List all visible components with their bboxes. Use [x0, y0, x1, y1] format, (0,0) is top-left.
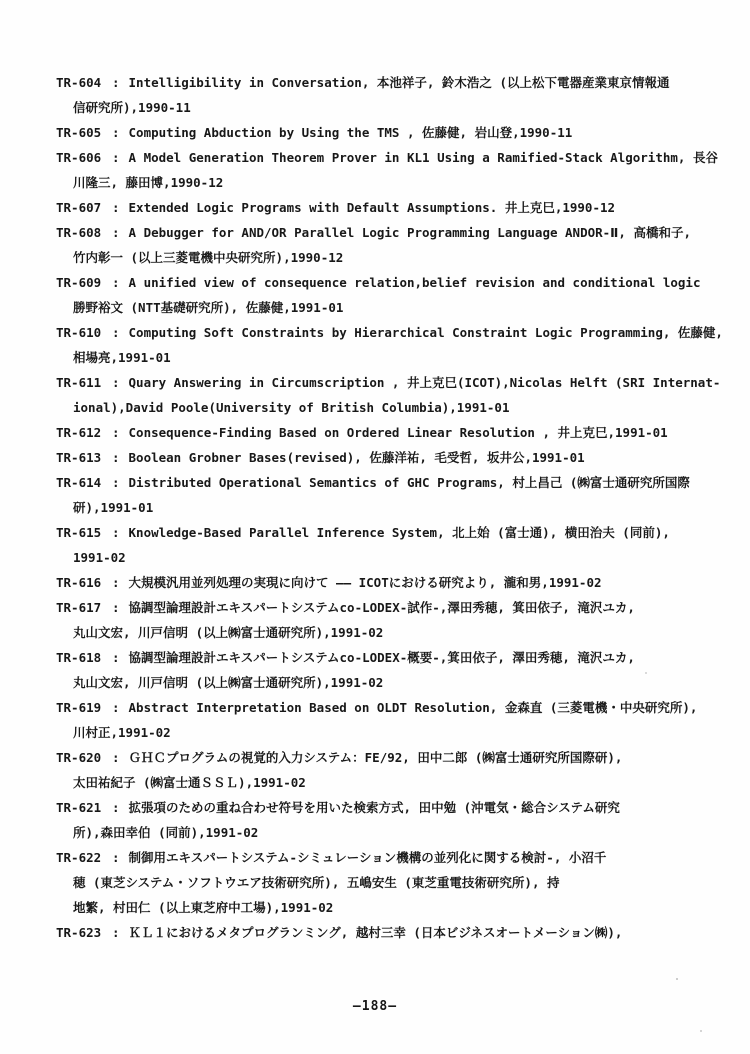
- page-footer: [0, 999, 750, 1014]
- report-entry: [56, 695, 720, 745]
- report-entry: [56, 70, 720, 120]
- report-entry: [56, 520, 720, 570]
- entry-text: 協調型論理設計エキスパートシステムco-LODEX-概要-,箕田依子, 澤田秀穂, 滝沢ユカ,: [128, 650, 635, 665]
- entry-text: Abstract Interpretation Based on OLDT Resolution, 金森直 (三菱電機・中央研究所),: [128, 700, 698, 715]
- id-title-separator: :: [112, 800, 120, 815]
- entry-first-line: [56, 220, 720, 245]
- report-id: TR-614: [56, 475, 102, 490]
- id-title-separator: :: [112, 75, 120, 90]
- id-title-separator: :: [112, 275, 120, 290]
- entry-first-line: [56, 420, 720, 445]
- report-id: TR-621: [56, 800, 102, 815]
- entry-text: Extended Logic Programs with Default Assumptions. 井上克巳,1990-12: [128, 200, 616, 215]
- entry-first-line: [56, 570, 720, 595]
- report-entry: [56, 595, 720, 645]
- entry-text: Boolean Grobner Bases(revised), 佐藤洋祐, 毛受哲, 坂井公,1991-01: [128, 450, 585, 465]
- entry-first-line: [56, 645, 720, 670]
- report-entry: [56, 320, 723, 370]
- entry-text: ＫＬ１におけるメタプログランミング, 越村三幸 (日本ビジネスオートメーション㈱),: [128, 925, 623, 940]
- entry-text: Computing Soft Constraints by Hierarchical Constraint Logic Programming, 佐藤健,: [128, 325, 723, 340]
- entry-text: A unified view of consequence relation,belief revision and conditional logic: [128, 275, 701, 290]
- report-entry: [56, 145, 720, 195]
- scan-speck: [645, 672, 647, 674]
- report-id: TR-617: [56, 600, 102, 615]
- id-title-separator: :: [112, 125, 120, 140]
- entry-continuation-line: 川村正,1991-02: [73, 725, 171, 740]
- entry-first-line: [56, 695, 720, 720]
- report-id: TR-613: [56, 450, 102, 465]
- id-title-separator: :: [112, 700, 120, 715]
- report-id: TR-612: [56, 425, 102, 440]
- entry-text: Knowledge-Based Parallel Inference System, 北上始 (富士通), 横田治夫 (同前),: [128, 525, 670, 540]
- id-title-separator: :: [112, 925, 120, 940]
- report-entry: [56, 120, 720, 145]
- entry-continuation-line: ional),David Poole(University of British Columbia),1991-01: [73, 400, 510, 415]
- entry-continuation-line: 丸山文宏, 川戸信明 (以上㈱富士通研究所),1991-02: [73, 675, 384, 690]
- entry-continuation-line: 川隆三, 藤田博,1990-12: [73, 175, 224, 190]
- entry-first-line: [56, 845, 720, 870]
- entry-text: 協調型論理設計エキスパートシステムco-LODEX-試作-,澤田秀穂, 箕田依子, 滝沢ユカ,: [128, 600, 635, 615]
- entry-text: Consequence-Finding Based on Ordered Linear Resolution , 井上克巳,1991-01: [128, 425, 668, 440]
- entry-first-line: [56, 270, 720, 295]
- entry-first-line: [56, 795, 720, 820]
- entry-continuation-line: 所),森田幸伯 (同前),1991-02: [73, 825, 259, 840]
- entry-continuation-line: 竹内彰一 (以上三菱電機中央研究所),1990-12: [73, 250, 344, 265]
- page-number: ―188―: [352, 999, 398, 1014]
- report-entry: [56, 420, 720, 445]
- report-entry: [56, 920, 720, 945]
- entry-first-line: [56, 445, 720, 470]
- entry-text: Intelligibility in Conversation, 本池祥子, 鈴木浩之 (以上松下電器産業東京情報通: [128, 75, 670, 90]
- id-title-separator: :: [112, 450, 120, 465]
- report-entry: [56, 745, 720, 795]
- entry-text: A Debugger for AND/OR Parallel Logic Programming Language ANDOR-Ⅱ, 高橋和子,: [128, 225, 691, 240]
- report-id: TR-610: [56, 325, 102, 340]
- id-title-separator: :: [112, 425, 120, 440]
- id-title-separator: :: [112, 750, 120, 765]
- report-entry: [56, 845, 720, 920]
- report-id: TR-611: [56, 375, 102, 390]
- entry-text: 制御用エキスパートシステム-シミュレーション機構の並列化に関する検討-, 小沼千: [128, 850, 607, 865]
- entry-first-line: [56, 70, 720, 95]
- entry-continuation-line: 研),1991-01: [73, 500, 154, 515]
- entry-continuation-line: 穂 (東芝システム・ソフトウエア技術研究所), 五嶋安生 (東芝重電技術研究所), 持: [73, 875, 560, 890]
- report-entry: [56, 445, 720, 470]
- id-title-separator: :: [112, 650, 120, 665]
- scan-speck: [676, 978, 678, 980]
- entry-first-line: [56, 120, 720, 145]
- report-entry: [56, 795, 720, 845]
- report-id: TR-622: [56, 850, 102, 865]
- report-id: TR-618: [56, 650, 102, 665]
- report-entry: [56, 195, 720, 220]
- report-id: TR-609: [56, 275, 102, 290]
- entry-first-line: [56, 145, 720, 170]
- entry-continuation-line: 1991-02: [73, 550, 126, 565]
- report-id: TR-606: [56, 150, 102, 165]
- entry-continuation-line: 丸山文宏, 川戸信明 (以上㈱富士通研究所),1991-02: [73, 625, 384, 640]
- entry-text: 拡張項のための重ね合わせ符号を用いた検索方式, 田中勉 (沖電気・総合システム研究: [128, 800, 620, 815]
- entry-first-line: [56, 920, 720, 945]
- entry-text: ＧＨＣプログラムの視覚的入力システム：FE/92, 田中二郎 (㈱富士通研究所国際研),: [128, 750, 623, 765]
- report-id: TR-620: [56, 750, 102, 765]
- entry-text: Distributed Operational Semantics of GHC Programs, 村上昌己 (㈱富士通研究所国際: [128, 475, 690, 490]
- id-title-separator: :: [112, 375, 120, 390]
- id-title-separator: :: [112, 525, 120, 540]
- report-entry: [56, 570, 720, 595]
- entry-text: Computing Abduction by Using the TMS , 佐藤健, 岩山登,1990-11: [128, 125, 573, 140]
- report-entry: [56, 470, 720, 520]
- entry-continuation-line: 相場亮,1991-01: [73, 350, 171, 365]
- entry-continuation-line: 信研究所),1990-11: [73, 100, 191, 115]
- entry-text: A Model Generation Theorem Prover in KL1 Using a Ramified-Stack Algorithm, 長谷: [128, 150, 718, 165]
- report-id: TR-623: [56, 925, 102, 940]
- report-list: [56, 70, 723, 945]
- report-id: TR-616: [56, 575, 102, 590]
- report-entry: [56, 220, 720, 270]
- report-entry: [56, 370, 720, 420]
- id-title-separator: :: [112, 150, 120, 165]
- entry-continuation-line: 勝野裕文 (NTT基礎研究所), 佐藤健,1991-01: [73, 300, 344, 315]
- entry-text: Quary Answering in Circumscription , 井上克巳(ICOT),Nicolas Helft (SRI Internat-: [128, 375, 721, 390]
- report-id: TR-605: [56, 125, 102, 140]
- id-title-separator: :: [112, 575, 120, 590]
- entry-first-line: [56, 370, 720, 395]
- entry-first-line: [56, 595, 720, 620]
- entry-first-line: [56, 470, 720, 495]
- entry-first-line: [56, 745, 720, 770]
- report-id: TR-607: [56, 200, 102, 215]
- entry-text: 大規模汎用並列処理の実現に向けて ―― ICOTにおける研究より, 瀧和男,1991-02: [128, 575, 602, 590]
- id-title-separator: :: [112, 600, 120, 615]
- entry-first-line: [56, 520, 720, 545]
- entry-first-line: [56, 195, 720, 220]
- report-entry: [56, 645, 720, 695]
- report-id: TR-619: [56, 700, 102, 715]
- report-id: TR-604: [56, 75, 102, 90]
- entry-continuation-line: 太田祐紀子 (㈱富士通ＳＳＬ),1991-02: [73, 775, 306, 790]
- id-title-separator: :: [112, 200, 120, 215]
- report-id: TR-615: [56, 525, 102, 540]
- scan-speck: [700, 1030, 702, 1032]
- id-title-separator: :: [112, 225, 120, 240]
- entry-first-line: [56, 320, 723, 345]
- id-title-separator: :: [112, 475, 120, 490]
- id-title-separator: :: [112, 850, 120, 865]
- report-entry: [56, 270, 720, 320]
- entry-continuation-line: 地繁, 村田仁 (以上東芝府中工場),1991-02: [73, 900, 334, 915]
- report-id: TR-608: [56, 225, 102, 240]
- id-title-separator: :: [112, 325, 120, 340]
